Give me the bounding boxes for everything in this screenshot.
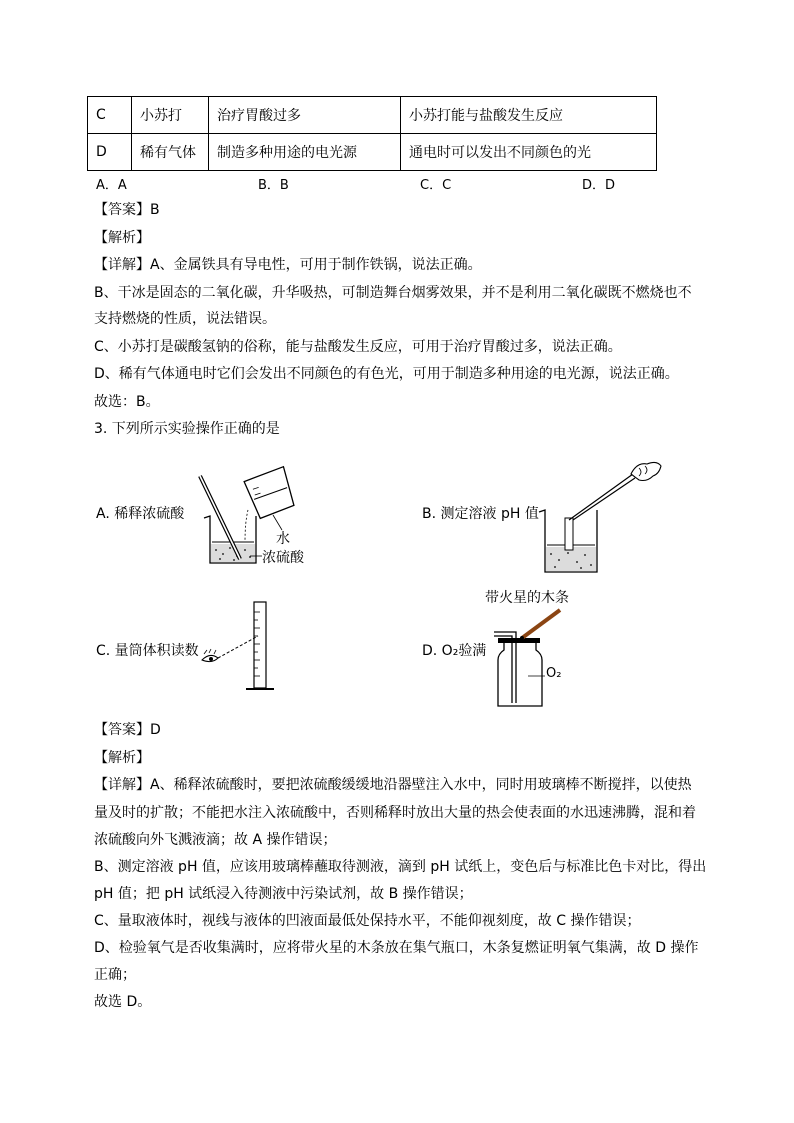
figure-b-ph-test [535, 452, 665, 577]
property-use-table [87, 96, 657, 171]
figure-c-cylinder-reading [198, 598, 298, 698]
q3-analysis-line: 故选 D。 [94, 994, 152, 1010]
table-cell: 制造多种用途的电光源 [209, 134, 401, 171]
q2-analysis-line: 支持燃烧的性质，说法错误。 [94, 311, 276, 327]
q2-analysis-label: 【解析】 [94, 230, 150, 246]
option-a: A．A [96, 178, 127, 193]
option-c: C．C [420, 178, 452, 193]
fig-a-label: A. 稀释浓硫酸 [96, 506, 185, 522]
table-cell: 通电时可以发出不同颜色的光 [401, 134, 657, 171]
q2-analysis-line: D、稀有气体通电时它们会发出不同颜色的有色光，可用于制造多种用途的电光源，说法正确。 [94, 366, 679, 382]
q3-analysis-line: C、量取液体时，视线与液体的凹液面最低处保持水平，不能仰视刻度，故 C 操作错误； [94, 913, 641, 929]
fig-b-label: B. 测定溶液 pH 值 [422, 506, 539, 522]
q3-stem: 3. 下列所示实验操作正确的是 [94, 421, 280, 437]
table-cell: 小苏打 [132, 97, 209, 134]
q3-analysis-line: D、检验氧气是否收集满时，应将带火星的木条放在集气瓶口，木条复燃证明氧气集满，故 D 操作 [94, 940, 699, 956]
table-cell: C [88, 97, 132, 134]
q3-analysis-label: 【解析】 [94, 750, 150, 766]
fig-a-water-label: 水 [276, 531, 290, 547]
q3-analysis-line: 正确； [94, 967, 136, 983]
q3-analysis-line: B、测定溶液 pH 值，应该用玻璃棒蘸取待测液，滴到 pH 试纸上，变色后与标准比色卡对比，得出 [94, 859, 707, 875]
q2-analysis-line: C、小苏打是碳酸氢钠的俗称，能与盐酸发生反应，可用于治疗胃酸过多，说法正确。 [94, 339, 622, 355]
fig-d-label: D. O₂验满 [422, 643, 487, 659]
fig-c-label: C. 量筒体积读数 [96, 643, 199, 659]
option-b: B．B [258, 178, 289, 193]
q3-analysis-line: 量及时的扩散；不能把水注入浓硫酸中，否则稀释时放出大量的热会使表面的水迅速沸腾，混和着 [94, 805, 696, 821]
table-cell: 小苏打能与盐酸发生反应 [401, 97, 657, 134]
q3-answer: 【答案】D [94, 722, 161, 738]
q3-analysis-line: 浓硫酸向外飞溅液滴；故 A 操作错误； [94, 832, 337, 848]
q3-analysis-line: pH 值；把 pH 试纸浸入待测液中污染试剂，故 B 操作错误； [94, 886, 473, 902]
table-cell: D [88, 134, 132, 171]
table-row [88, 97, 657, 134]
fig-d-gas-label: O₂ [546, 666, 562, 681]
option-d: D．D [582, 178, 616, 193]
q2-analysis-line: 故选：B。 [94, 394, 160, 410]
table-cell: 稀有气体 [132, 134, 209, 171]
q2-analysis-line: B、干冰是固态的二氧化碳，升华吸热，可制造舞台烟雾效果，并不是利用二氧化碳既不燃烧也不 [94, 285, 692, 301]
fig-a-acid-label: 浓硫酸 [262, 550, 304, 566]
fig-d-stick-label: 带火星的木条 [485, 590, 569, 606]
q2-analysis-line: 【详解】A、金属铁具有导电性，可用于制作铁锅，说法正确。 [94, 257, 482, 273]
q3-analysis-line: 【详解】A、稀释浓硫酸时，要把浓硫酸缓缓地沿器壁注入水中，同时用玻璃棒不断搅拌，以使热 [94, 777, 692, 793]
figure-d-oxygen-test [492, 608, 612, 710]
q2-answer: 【答案】B [94, 202, 160, 218]
table-row [88, 134, 657, 171]
table-cell: 治疗胃酸过多 [209, 97, 401, 134]
